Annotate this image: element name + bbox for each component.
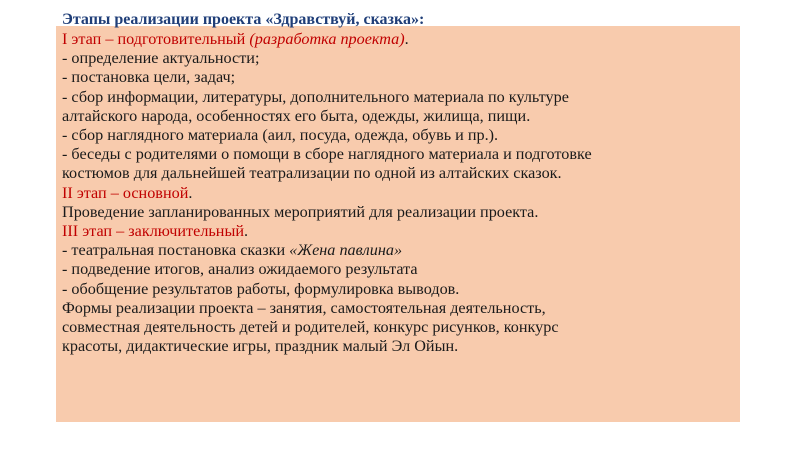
list-item: костюмов для дальнейшей театрализации по одной из алтайских сказок. bbox=[62, 164, 562, 183]
stage-1-heading-line bbox=[62, 30, 738, 49]
stage-3-end: . bbox=[243, 222, 249, 241]
slide-title: Этапы реализации проекта «Здравствуй, сказка»: bbox=[62, 11, 425, 28]
list-item: - сбор информации, литературы, дополнительного материала по культуре bbox=[62, 87, 569, 106]
list-item: - беседы с родителями о помощи в сборе наглядного материала и подготовке bbox=[62, 145, 592, 164]
list-item: - подведение итогов, анализ ожидаемого результата bbox=[62, 260, 418, 279]
stage-2-heading-line bbox=[62, 184, 738, 203]
list-item: - определение актуальности; bbox=[62, 49, 260, 68]
stage-1-heading: I этап – подготовительный bbox=[62, 30, 246, 48]
forms-line: совместная деятельность детей и родителей, конкурс рисунков, конкурс bbox=[62, 318, 559, 337]
stage-2-end: . bbox=[188, 183, 193, 202]
stage-3-heading: III этап – заключительный bbox=[62, 222, 244, 241]
content-text bbox=[62, 30, 738, 356]
list-item: - обобщение результатов работы, формулировка выводов. bbox=[62, 279, 460, 298]
list-item: - сбор наглядного материала (аил, посуда, одежда, обувь и пр.). bbox=[62, 126, 499, 145]
stage-3-heading-line bbox=[62, 222, 738, 241]
stage-2-heading: II этап – основной bbox=[62, 183, 189, 202]
stage-2-text: Проведение запланированных мероприятий для реализации проекта. bbox=[62, 202, 539, 221]
fairy-tale-title: «Жена павлина» bbox=[289, 241, 403, 260]
forms-line: красоты, дидактические игры, праздник малый Эл Ойын. bbox=[62, 337, 459, 356]
forms-line: Формы реализации проекта – занятия, самостоятельная деятельность, bbox=[62, 298, 546, 317]
list-item: алтайского народа, особенностях его быта, одежды, жилища, пищи. bbox=[62, 106, 531, 125]
list-item bbox=[62, 241, 738, 260]
stage-1-end: . bbox=[404, 30, 409, 48]
list-item: - постановка цели, задач; bbox=[62, 68, 236, 87]
stage-1-note: (разработка проекта) bbox=[245, 30, 405, 48]
stage-3-item-prefix: - театральная постановка сказки bbox=[62, 241, 290, 260]
